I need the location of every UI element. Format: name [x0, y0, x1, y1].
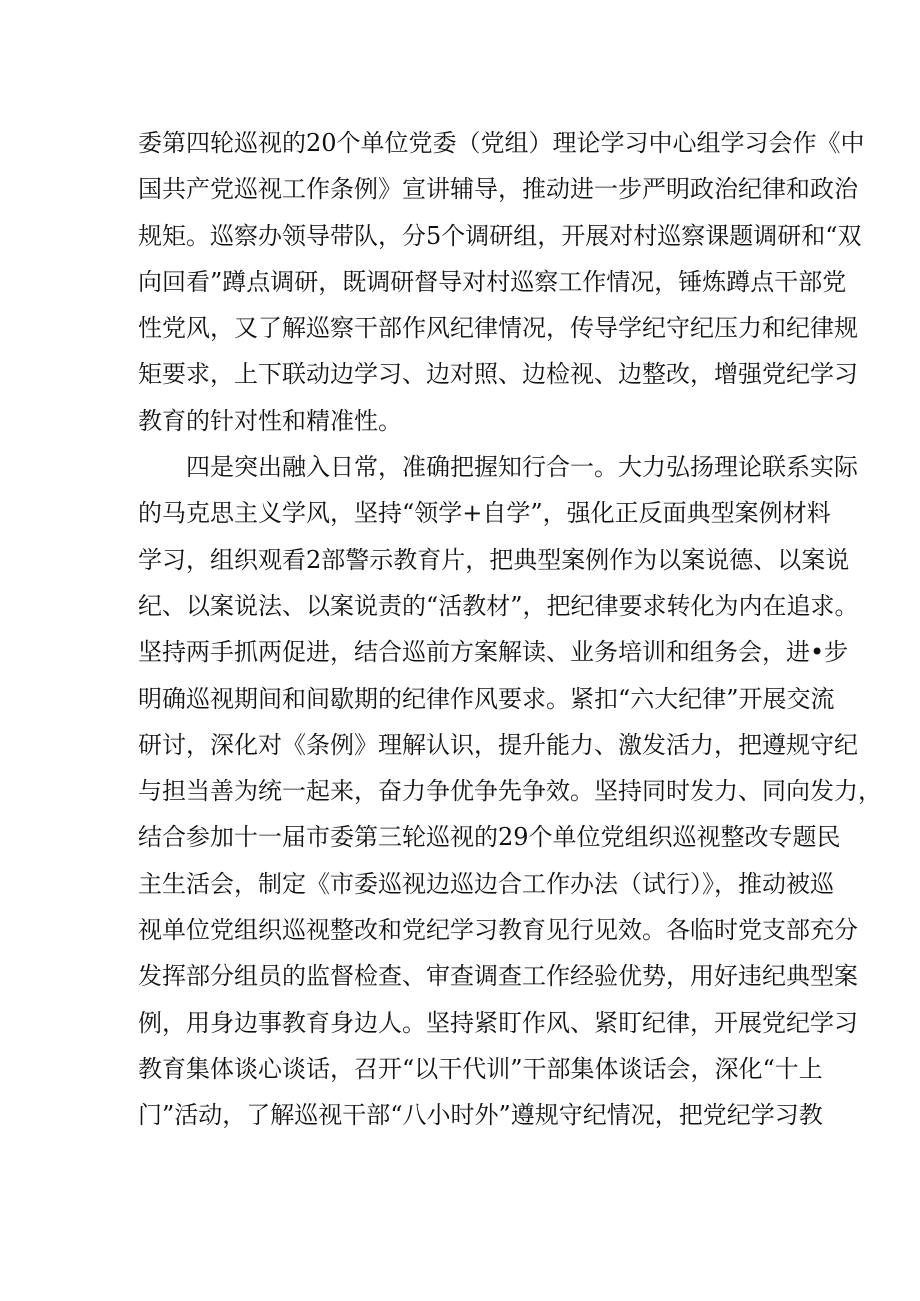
paragraph-line: 例，用身边事教育身边人。坚持紧盯作风、紧盯纪律，开展党纪学习	[138, 1008, 858, 1037]
paragraph-line: 教育集体谈心谈话，召开“以干代训”干部集体谈话会，深化“十上	[138, 1054, 823, 1083]
paragraph-line: 与担当善为统一起来，奋力争优争先争效。坚持同时发力、同向发力，	[138, 777, 882, 806]
paragraph-line: 主生活会，制定《市委巡视边巡边合工作办法（试行）》，推动被巡	[138, 869, 834, 898]
paragraph-line: 四是突出融入日常，准确把握知行合一。大力弘扬理论联系实际	[186, 453, 858, 482]
paragraph-1	[138, 120, 865, 444]
paragraph-line: 委第四轮巡视的20个单位党委（党组）理论学习中心组学习会作《中	[138, 129, 865, 157]
paragraph-line: 发挥部分组员的监督检查、审查调查工作经验优势，用好违纪典型案	[138, 962, 858, 991]
paragraph-line: 矩要求，上下联动边学习、边对照、边检视、边整改，增强党纪学习	[138, 360, 858, 389]
paragraph-line: 坚持两手抓两促进，结合巡前方案解读、业务培训和组务会，进•步	[138, 638, 849, 667]
paragraph-line: 向回看”蹲点调研，既调研督导对村巡察工作情况，锤炼蹲点干部党	[138, 267, 847, 296]
paragraph-line: 规矩。巡察办领导带队，分5个调研组，开展对村巡察课题调研和“双	[138, 221, 862, 250]
paragraph-line: 视单位党组织巡视整改和党纪学习教育见行见效。各临时党支部充分	[138, 916, 858, 945]
paragraph-line: 结合参加十一届市委第三轮巡视的29个单位党组织巡视整改专题民	[138, 823, 841, 852]
paragraph-line: 明确巡视期间和间歇期的纪律作风要求。紧扣“六大纪律”开展交流	[138, 684, 835, 713]
paragraph-line: 门”活动，了解巡视干部“八小时外”遵规守纪情况，把党纪学习教	[138, 1101, 823, 1130]
paragraph-line: 的马克思主义学风，坚持“领学+自学”，强化正反面典型案例材料	[138, 499, 831, 528]
paragraph-line: 研讨，深化对《条例》理解认识，提升能力、激发活力，把遵规守纪	[138, 730, 858, 759]
document-body	[138, 120, 882, 1139]
paragraph-line: 教育的针对性和精准性。	[138, 406, 402, 435]
paragraph-line: 学习，组织观看2部警示教育片，把典型案例作为以案说德、以案说	[138, 545, 850, 574]
paragraph-2	[138, 444, 882, 1138]
paragraph-line: 纪、以案说法、以案说责的“活教材”，把纪律要求转化为内在追求。	[138, 591, 859, 620]
paragraph-line: 性党风，又了解巡察干部作风纪律情况，传导学纪守纪压力和纪律规	[138, 314, 858, 343]
paragraph-line: 国共产党巡视工作条例》宣讲辅导，推动进一步严明政治纪律和政治	[138, 175, 858, 204]
